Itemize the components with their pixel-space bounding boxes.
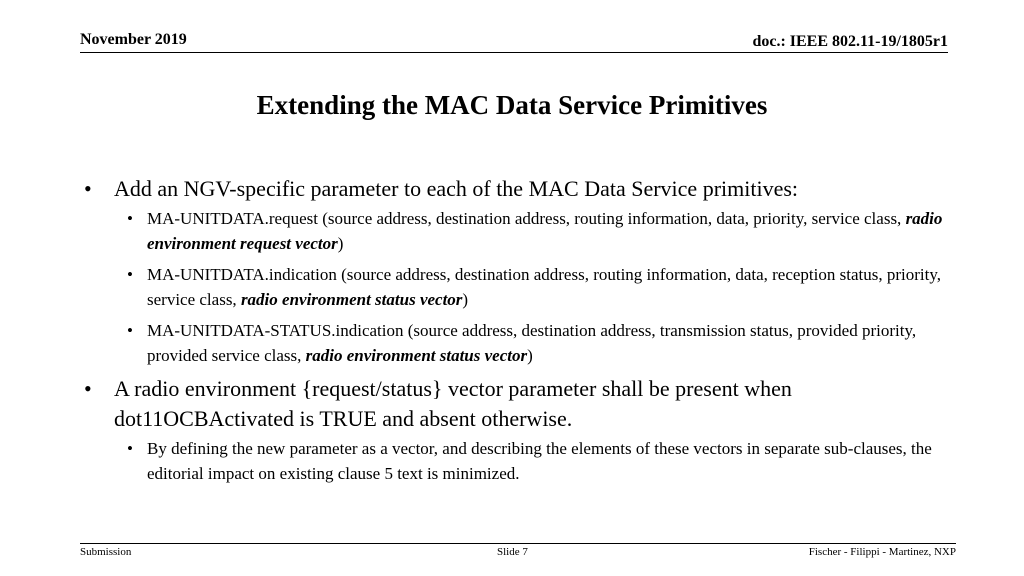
- bullet-icon: •: [127, 209, 133, 228]
- sub-bullet-1-1: [80, 206, 950, 256]
- bullet-2: [80, 374, 950, 434]
- bullet-icon: •: [127, 439, 133, 458]
- sub-bullet-text: MA-UNITDATA.request (source address, destination address, routing information, data, priority, service class,: [147, 209, 906, 228]
- sub-bullet-tail: ): [527, 346, 533, 365]
- sub-bullet-emphasis: radio environment status vector: [240, 290, 463, 309]
- footer-divider: [80, 543, 956, 544]
- sub-bullet-emphasis: radio environment request vector: [147, 209, 943, 253]
- sub-bullet-1-2: [80, 262, 950, 312]
- bullet-icon: •: [127, 265, 133, 284]
- sub-bullet-2-1: [80, 436, 950, 486]
- footer-authors: Fischer - Filippi - Martinez, NXP: [808, 546, 956, 558]
- sub-bullet-tail: ): [337, 234, 344, 253]
- header-divider: [80, 52, 948, 53]
- bullet-icon: •: [84, 376, 92, 401]
- header-doc-id: doc.: IEEE 802.11-19/1805r1: [752, 33, 948, 50]
- slide-body: [80, 174, 950, 492]
- sub-bullet-tail: ): [462, 290, 469, 309]
- footer-slide-number: Slide 7: [497, 546, 528, 558]
- footer-submission: Submission: [80, 546, 132, 558]
- header-date: November 2019: [80, 31, 187, 48]
- sub-bullet-1-3: [80, 318, 950, 368]
- bullet-2-text: A radio environment {request/status} vector parameter shall be present when dot11OCBActivated is TRUE and absent otherwise.: [114, 376, 792, 431]
- sub-bullet-text: By defining the new parameter as a vector, and describing the elements of these vectors in separate sub-clauses, the editorial impact on existing clause 5 text is minimized.: [147, 439, 932, 483]
- sub-bullet-text: MA-UNITDATA-STATUS.indication (source address, destination address, transmission status, provided priority, provided service class,: [147, 321, 917, 365]
- slide-title: Extending the MAC Data Service Primitives: [256, 90, 768, 120]
- bullet-1: [80, 174, 950, 204]
- bullet-icon: •: [84, 176, 92, 201]
- sub-bullet-emphasis: radio environment status vector: [305, 346, 528, 365]
- sub-bullet-text: MA-UNITDATA.indication (source address, destination address, routing information, data, reception status, priority, service class,: [147, 265, 941, 309]
- bullet-icon: •: [127, 321, 133, 340]
- bullet-1-text: Add an NGV-specific parameter to each of the MAC Data Service primitives:: [114, 176, 799, 201]
